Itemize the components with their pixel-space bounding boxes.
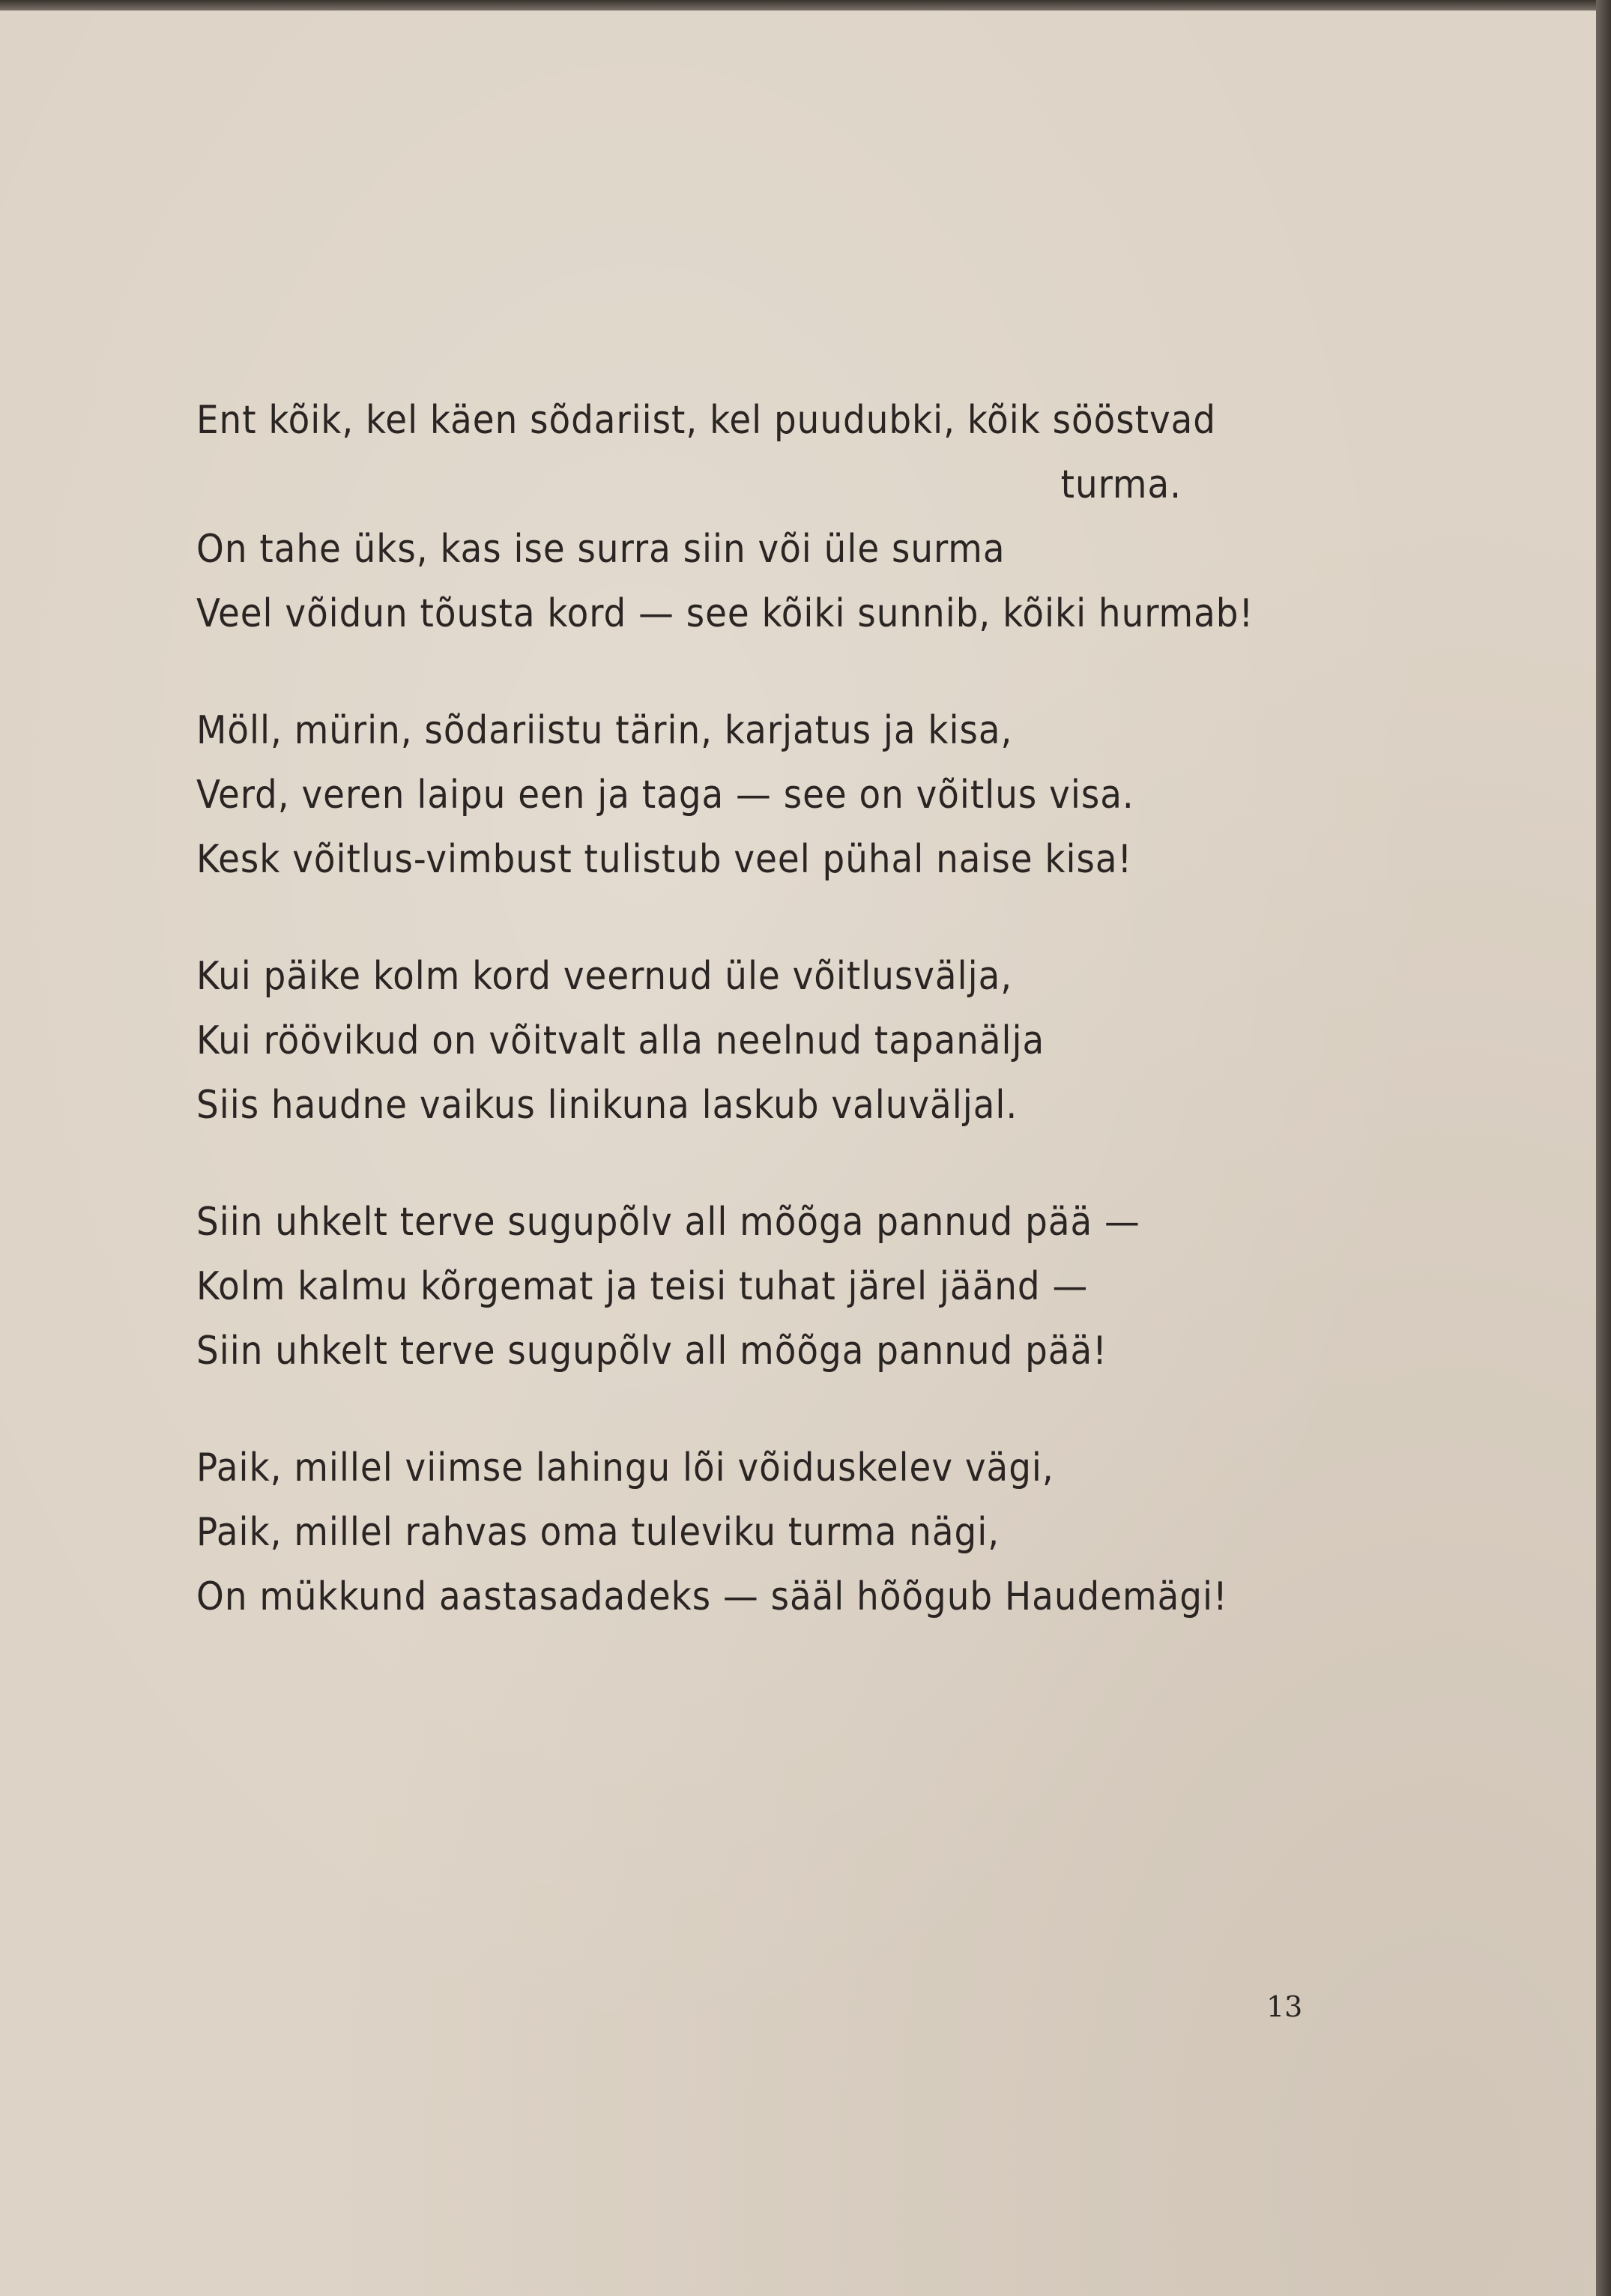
- poem-line: Kesk võitlus-vimbust tulistub veel pühal naise kisa!: [196, 837, 1133, 882]
- stanza-5: [196, 1436, 1365, 1629]
- poem-line: Kolm kalmu kõrgemat ja teisi tuhat järel jäänd —: [196, 1264, 1089, 1309]
- stanza-1: [196, 388, 1365, 646]
- poem-line: On mükkund aastasadadeks — sääl hõõgub Haudemägi!: [196, 1574, 1228, 1619]
- poem-line: Möll, mürin, sõdariistu tärin, karjatus ja kisa,: [196, 708, 1013, 753]
- poem-line: Siin uhkelt terve sugupõlv all mõõga pannud pää —: [196, 1200, 1140, 1245]
- poem-line: Paik, millel rahvas oma tuleviku turma nägi,: [196, 1510, 1000, 1555]
- poem-body: [196, 388, 1365, 1682]
- poem-line: Siis haudne vaikus linikuna laskub valuväljal.: [196, 1083, 1018, 1128]
- stanza-2: [196, 698, 1365, 892]
- poem-line: Veel võidun tõusta kord — see kõiki sunnib, kõiki hurmab!: [196, 591, 1254, 636]
- poem-line: Paik, millel viimse lahingu lõi võiduskelev vägi,: [196, 1445, 1054, 1490]
- page-number: 13: [1266, 1990, 1303, 2023]
- poem-line: Verd, veren laipu een ja taga — see on võitlus visa.: [196, 773, 1134, 818]
- poem-line: Siin uhkelt terve sugupõlv all mõõga pannud pää!: [196, 1329, 1107, 1374]
- poem-line-continuation: turma.: [1060, 462, 1182, 507]
- poem-line: Kui röövikud on võitvalt alla neelnud tapanälja: [196, 1018, 1045, 1063]
- book-spine-edge: [1596, 0, 1611, 2296]
- stanza-4: [196, 1190, 1365, 1383]
- poem-line: Ent kõik, kel käen sõdariist, kel puudubki, kõik sööstvad: [196, 398, 1217, 443]
- stanza-3: [196, 944, 1365, 1138]
- poem-line: Kui päike kolm kord veernud üle võitlusvälja,: [196, 954, 1013, 999]
- poem-line: On tahe üks, kas ise surra siin või üle surma: [196, 527, 1006, 572]
- top-edge-shadow: [0, 0, 1611, 10]
